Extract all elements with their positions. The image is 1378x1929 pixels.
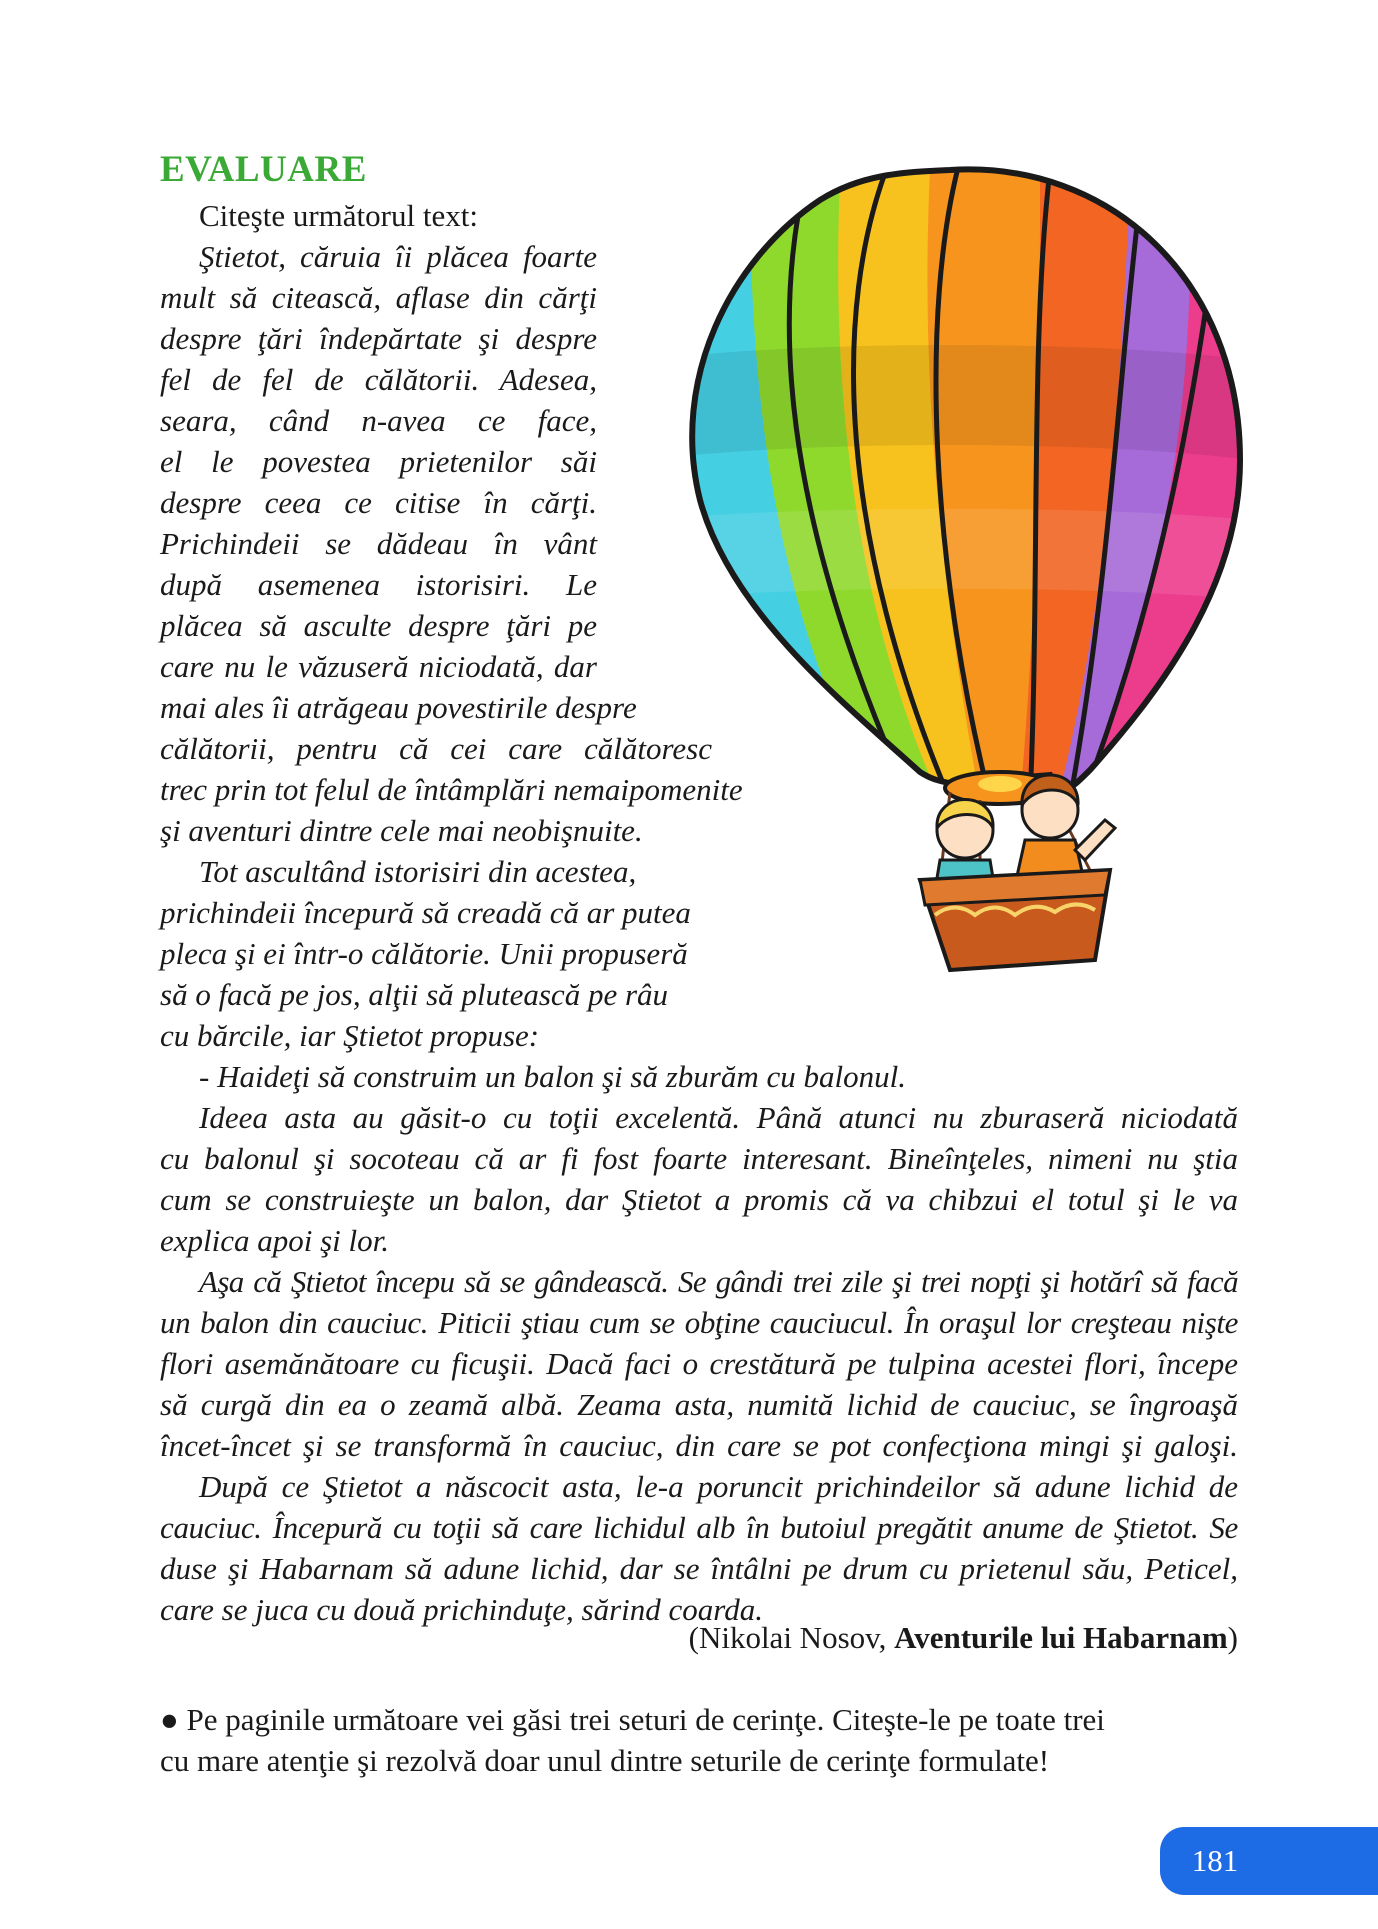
story-line: cauciuc. Începură cu toţii să care lichidul alb în butoiul pregătit anume de Ştietot. Se (160, 1510, 1238, 1545)
dialogue-line: - Haideţi să construim un balon şi să zburăm cu balonul. (199, 1059, 906, 1094)
story-line: după asemenea istorisiri. Le (160, 567, 597, 602)
story-line: Ideea asta au găsit-o cu toţii excelentă. Până atunci nu zburaseră niciodată (199, 1100, 1238, 1135)
task-text-1: Pe paginile următoare vei găsi trei seturi de cerinţe. Citeşte-le pe toate trei (178, 1702, 1105, 1737)
story-line: care nu le văzuseră niciodată, dar (160, 649, 597, 684)
story-line: cu balonul şi socoteau că ar fi fost foarte interesant. Bineînţeles, nimeni nu ştia (160, 1141, 1238, 1176)
story-line: Aşa că Ştietot începu să se gândească. Se gândi trei zile şi trei nopţi şi hotărî să facă (199, 1264, 1238, 1299)
story-line: să curgă din ea o zeamă albă. Zeama asta, numită lichid de cauciuc, se îngroaşă (160, 1387, 1238, 1422)
balloon-icon (650, 160, 1250, 990)
source-citation (689, 1618, 1238, 1658)
story-line: plăcea să asculte despre ţări pe (160, 608, 597, 643)
story-line: trec prin tot felul de întâmplări nemaipomenite (160, 772, 743, 807)
story-line: despre ţări îndepărtate şi despre (160, 321, 597, 356)
story-line: explica apoi şi lor. (160, 1223, 390, 1258)
story-line: încet-încet şi se transformă în cauciuc, din care se pot confecţiona mingi şi galoşi. (160, 1428, 1238, 1463)
story-line: După ce Ştietot a născocit asta, le-a poruncit prichindeilor să adune lichid de (199, 1469, 1238, 1504)
page-number: 181 (1191, 1843, 1239, 1878)
story-line: cu bărcile, iar Ştietot propuse: (160, 1018, 540, 1053)
bullet-icon: ● (160, 1702, 179, 1737)
task-instruction-line-2: cu mare atenţie şi rezolvă doar unul dintre seturile de cerinţe formulate! (160, 1743, 1050, 1778)
story-line: pleca şi ei într-o călătorie. Unii propuseră (160, 936, 688, 971)
story-line: Ştietot, căruia îi plăcea foarte (199, 239, 597, 274)
story-line: mult să citească, aflase din cărţi (160, 280, 597, 315)
story-line: flori asemănătoare cu ficuşii. Dacă faci o crestătură pe tulpina acestei flori, începe (160, 1346, 1238, 1381)
story-line: el le povestea prietenilor săi (160, 444, 597, 479)
story-line: şi aventuri dintre cele mai neobişnuite. (160, 813, 643, 848)
story-line: călătorii, pentru că cei care călătoresc (160, 731, 712, 766)
section-heading: EVALUARE (160, 149, 367, 190)
story-line: despre ceea ce citise în cărţi. (160, 485, 597, 520)
story-line: să o facă pe jos, alţii să plutească pe râu (160, 977, 669, 1012)
story-line: cum se construieşte un balon, dar Ştietot a promis că va chibzui el totul şi le va (160, 1182, 1238, 1217)
story-line: seara, când n-avea ce face, (160, 403, 597, 438)
story-line: Prichindeii se dădeau în vânt (160, 526, 597, 561)
story-line: care se juca cu două prichinduţe, sărind coarda. (160, 1592, 763, 1627)
story-line: un balon din cauciuc. Piticii ştiau cum se obţine cauciucul. În oraşul lor creşteau nişte (160, 1305, 1238, 1340)
citation-author: (Nikolai Nosov, (688, 1620, 895, 1655)
story-line: mai ales îi atrăgeau povestirile despre (160, 690, 637, 725)
story-line: Tot ascultând istorisiri din acestea, (199, 854, 637, 889)
story-line: duse şi Habarnam să adune lichid, dar se întâlni pe drum cu prietenul său, Peticel, (160, 1551, 1238, 1586)
story-line: fel de fel de călătorii. Adesea, (160, 362, 597, 397)
citation-close: ) (1227, 1620, 1238, 1655)
citation-title: Aventurile lui Habarnam (894, 1620, 1228, 1655)
instruction-text: Citeşte următorul text: (199, 198, 478, 233)
story-line: prichindeii începură să creadă că ar putea (160, 895, 691, 930)
task-instruction-line-1 (160, 1700, 1105, 1740)
hot-air-balloon-illustration (650, 160, 1250, 990)
